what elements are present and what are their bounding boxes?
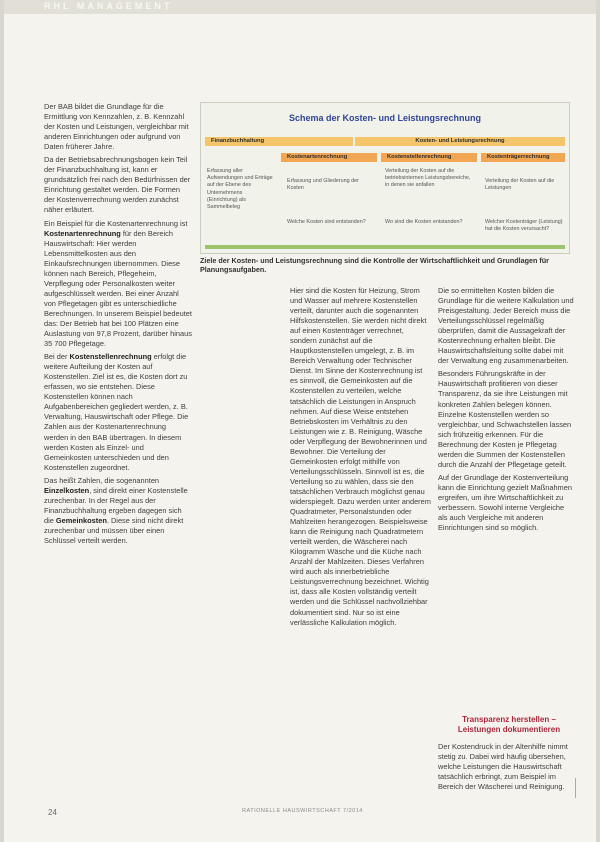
paragraph: Da der Betriebsabrechnungsbogen kein Teil der Finanzbuchhaltung ist, kann er grundsätzlich frei nach den Bedürfnissen der Einrichtung gestaltet werden. Die Formen der Kostenverrechnung werden zunächst näher erläutert. [44,155,191,215]
schema-bottom-bar [205,245,565,249]
header-kostenartenrechnung: Kostenartenrechnung [281,153,377,162]
text-column-1 [44,102,192,549]
paragraph: Bei der Kostenstellenrechnung erfolgt die weitere Aufteilung der Kosten auf Kostenstellen. Ziel ist es, die Kosten dort zu erfassen, wo sie entstehen. Diese Kostenstellen können nach Aufgabenbereichen gegliedert werden, z. B. Verwaltung, Hauswirtschaft oder Pflege. Die Zahlen aus der Kostenartenrechnung werden in den BAB übertragen. In diesem werden Kosten als Einzel- und Gemeinkosten unterschieden und den Kostenstellen zugeordnet. [44,352,189,472]
section-subheading: Transparenz herstellen – Leistungen dokumentieren [457,715,561,734]
paragraph: Ein Beispiel für die Kostenartenrechnung ist Kostenartenrechnung für den Bereich Hauswirtschaft: Hier werden Lebensmittelkosten aus den Einkaufsrechnungen übernommen. Diese können nach Bereich, Pflegeheim, Verpflegung oder Personalkosten weiter aufgeschlüsselt werden. Bei einer Anzahl von Pflegetagen gibt es unterschiedliche Berechnungen. In unserem Beispiel bedeutet das: Der Betrieb hat bei 100 Plätzen eine Auslastung von 97,8 Prozent, darüber hinaus 35 700 Pflegetage. [44,218,192,349]
text-column-3 [438,286,574,536]
cell-kar-question: Welche Kosten sind entstanden? [287,219,366,225]
text-column-2 [290,286,432,631]
paragraph: Der Kostendruck in der Altenhilfe nimmt stetig zu. Dabei wird häufig übersehen, welche Leistungen die Hauswirtschaft tatsächlich erbringt, zum Beispiel im Bereich der Wäscherei und Reinigung. [438,742,568,792]
cell-ksr-question: Wo sind die Kosten entstanden? [385,219,463,225]
schema-title: Schema der Kosten- und Leistungsrechnung [288,113,482,123]
page-number: 24 [48,808,57,817]
page-edge-mark [569,778,576,798]
text-column-3-after-subhead [438,742,574,795]
header-finanzbuchhaltung: Finanzbuchhaltung [205,137,353,146]
paragraph: Hier sind die Kosten für Heizung, Strom und Wasser auf mehrere Kostenstellen verteilt, darunter auch die sogenannten Hilfskostenstellen. Sie werden nicht direkt auf einen Kostenträger verrechnet, sondern zunächst auf die Hauptkostenstellen umgelegt, z. B. im Bereich Verwaltung oder Technischer Dienst. Im Sinne der Kostenrechnung ist es sinnvoll, die Gemeinkosten auf die Kostenstellen zu verteilen, welche tatsächlich die Leistungen in Anspruch nehmen. Auf diese Weise entstehen Betriebskosten im Verhältnis zu den Leistungen wie z. B. Reinigung, Wäsche oder Verpflegung der Bewohnerinnen und Bewohner. Die Verteilung der Gemeinkosten erfolgt mithilfe von Verteilungsschlüsseln. Sinnvoll ist es, die Verteilung so zu wählen, dass sie den tatsächlichen Verbrauch möglichst genau widerspiegelt. Dazu werden unter anderem Quadratmeter, Personalstunden oder Mahlzeiten herangezogen. Beispielsweise kann die Reinigung nach Quadratmetern verteilt werden, die Wäscherei nach Kilogramm Wäsche und die Küche nach Anzahl der Mahlzeiten. Dieses Verfahren wird auch als innerbetriebliche Leistungsverrechnung bezeichnet. Wichtig ist, dass alle Kosten vollständig verteilt werden und die Schlüssel nachvollziehbar dokumentiert sind. Nur so ist eine verlässliche Kalkulation möglich. [290,286,431,627]
paragraph: Die so ermittelten Kosten bilden die Grundlage für die weitere Kalkulation und Preisgestaltung. Jeder Bereich muss die Verteilungsschlüssel regelmäßig überprüfen, damit die Aussagekraft der Kostenrechnung erhalten bleibt. Die Hauswirtschaftsleitung sollte dabei mit der Verwaltung eng zusammenarbeiten. [438,286,574,366]
figure-caption: Ziele der Kosten- und Leistungsrechnung sind die Kontrolle der Wirtschaftlichkeit und Grundlagen für Planungsaufgaben. [200,256,549,274]
header-kosten-leistungsrechnung: Kosten- und Leistungsrechnung [355,137,565,146]
schema-figure [200,102,570,254]
magazine-page [4,0,596,842]
cell-fibu-description: Erfassung aller Aufwendungen und Erträge auf der Ebene des Unternehmens (Einrichtung) als Sammelbeleg [207,168,273,211]
cell-ktr-description: Verteilung der Kosten auf die Leistungen [485,178,555,192]
paragraph: Das heißt Zahlen, die sogenannten Einzelkosten, sind direkt einer Kostenstelle zurechenbar. In der Regel aus der Finanzbuchhaltung ergeben dagegen sich die Gemeinkosten. Diese sind nicht direkt zurechenbar und müssen über einen Schlüssel verteilt werden. [44,475,188,545]
section-label: RHL MANAGEMENT [44,1,173,11]
paragraph: Besonders Führungskräfte in der Hauswirtschaft profitieren von dieser Transparenz, da sie ihre Leistungen mit konkreten Zahlen belegen können. Einzelne Kostenstellen werden so vergleichbar, und Schwachstellen lassen sich frühzeitig erkennen. Für die Berechnung der Kosten je Pflegetag werden die Summen der Kostenstellen durch die Anzahl der Pflegetage geteilt. [438,369,572,469]
cell-kar-description: Erfassung und Gliederung der Kosten [287,178,359,192]
cell-ksr-description: Verteilung der Kosten auf die betriebsinternen Leistungsbereiche, in denen sie anfallen [385,168,471,189]
header-kostenstellenrechnung: Kostenstellenrechnung [381,153,477,162]
section-header-band [4,0,596,14]
magazine-footer: RATIONELLE HAUSWIRTSCHAFT 7/2014 [242,808,363,814]
paragraph: Der BAB bildet die Grundlage für die Ermittlung von Kennzahlen, z. B. Kennzahl der Kosten und Leistungen, vergleichbar mit anderen Einrichtungen oder aufgrund von Daten früherer Jahre. [44,102,189,152]
paragraph: Auf der Grundlage der Kostenverteilung kann die Einrichtung gezielt Maßnahmen ergreifen, um ihre Wirtschaftlichkeit zu verbessern. Sowohl interne Vergleiche als auch Vergleiche mit anderen Einrichtungen sind so möglich. [438,472,572,533]
cell-ktr-question: Welcher Kostenträger (Leistung) hat die Kosten verursacht? [485,219,563,233]
header-kostentraegerrechnung: Kostenträgerrechnung [481,153,565,162]
